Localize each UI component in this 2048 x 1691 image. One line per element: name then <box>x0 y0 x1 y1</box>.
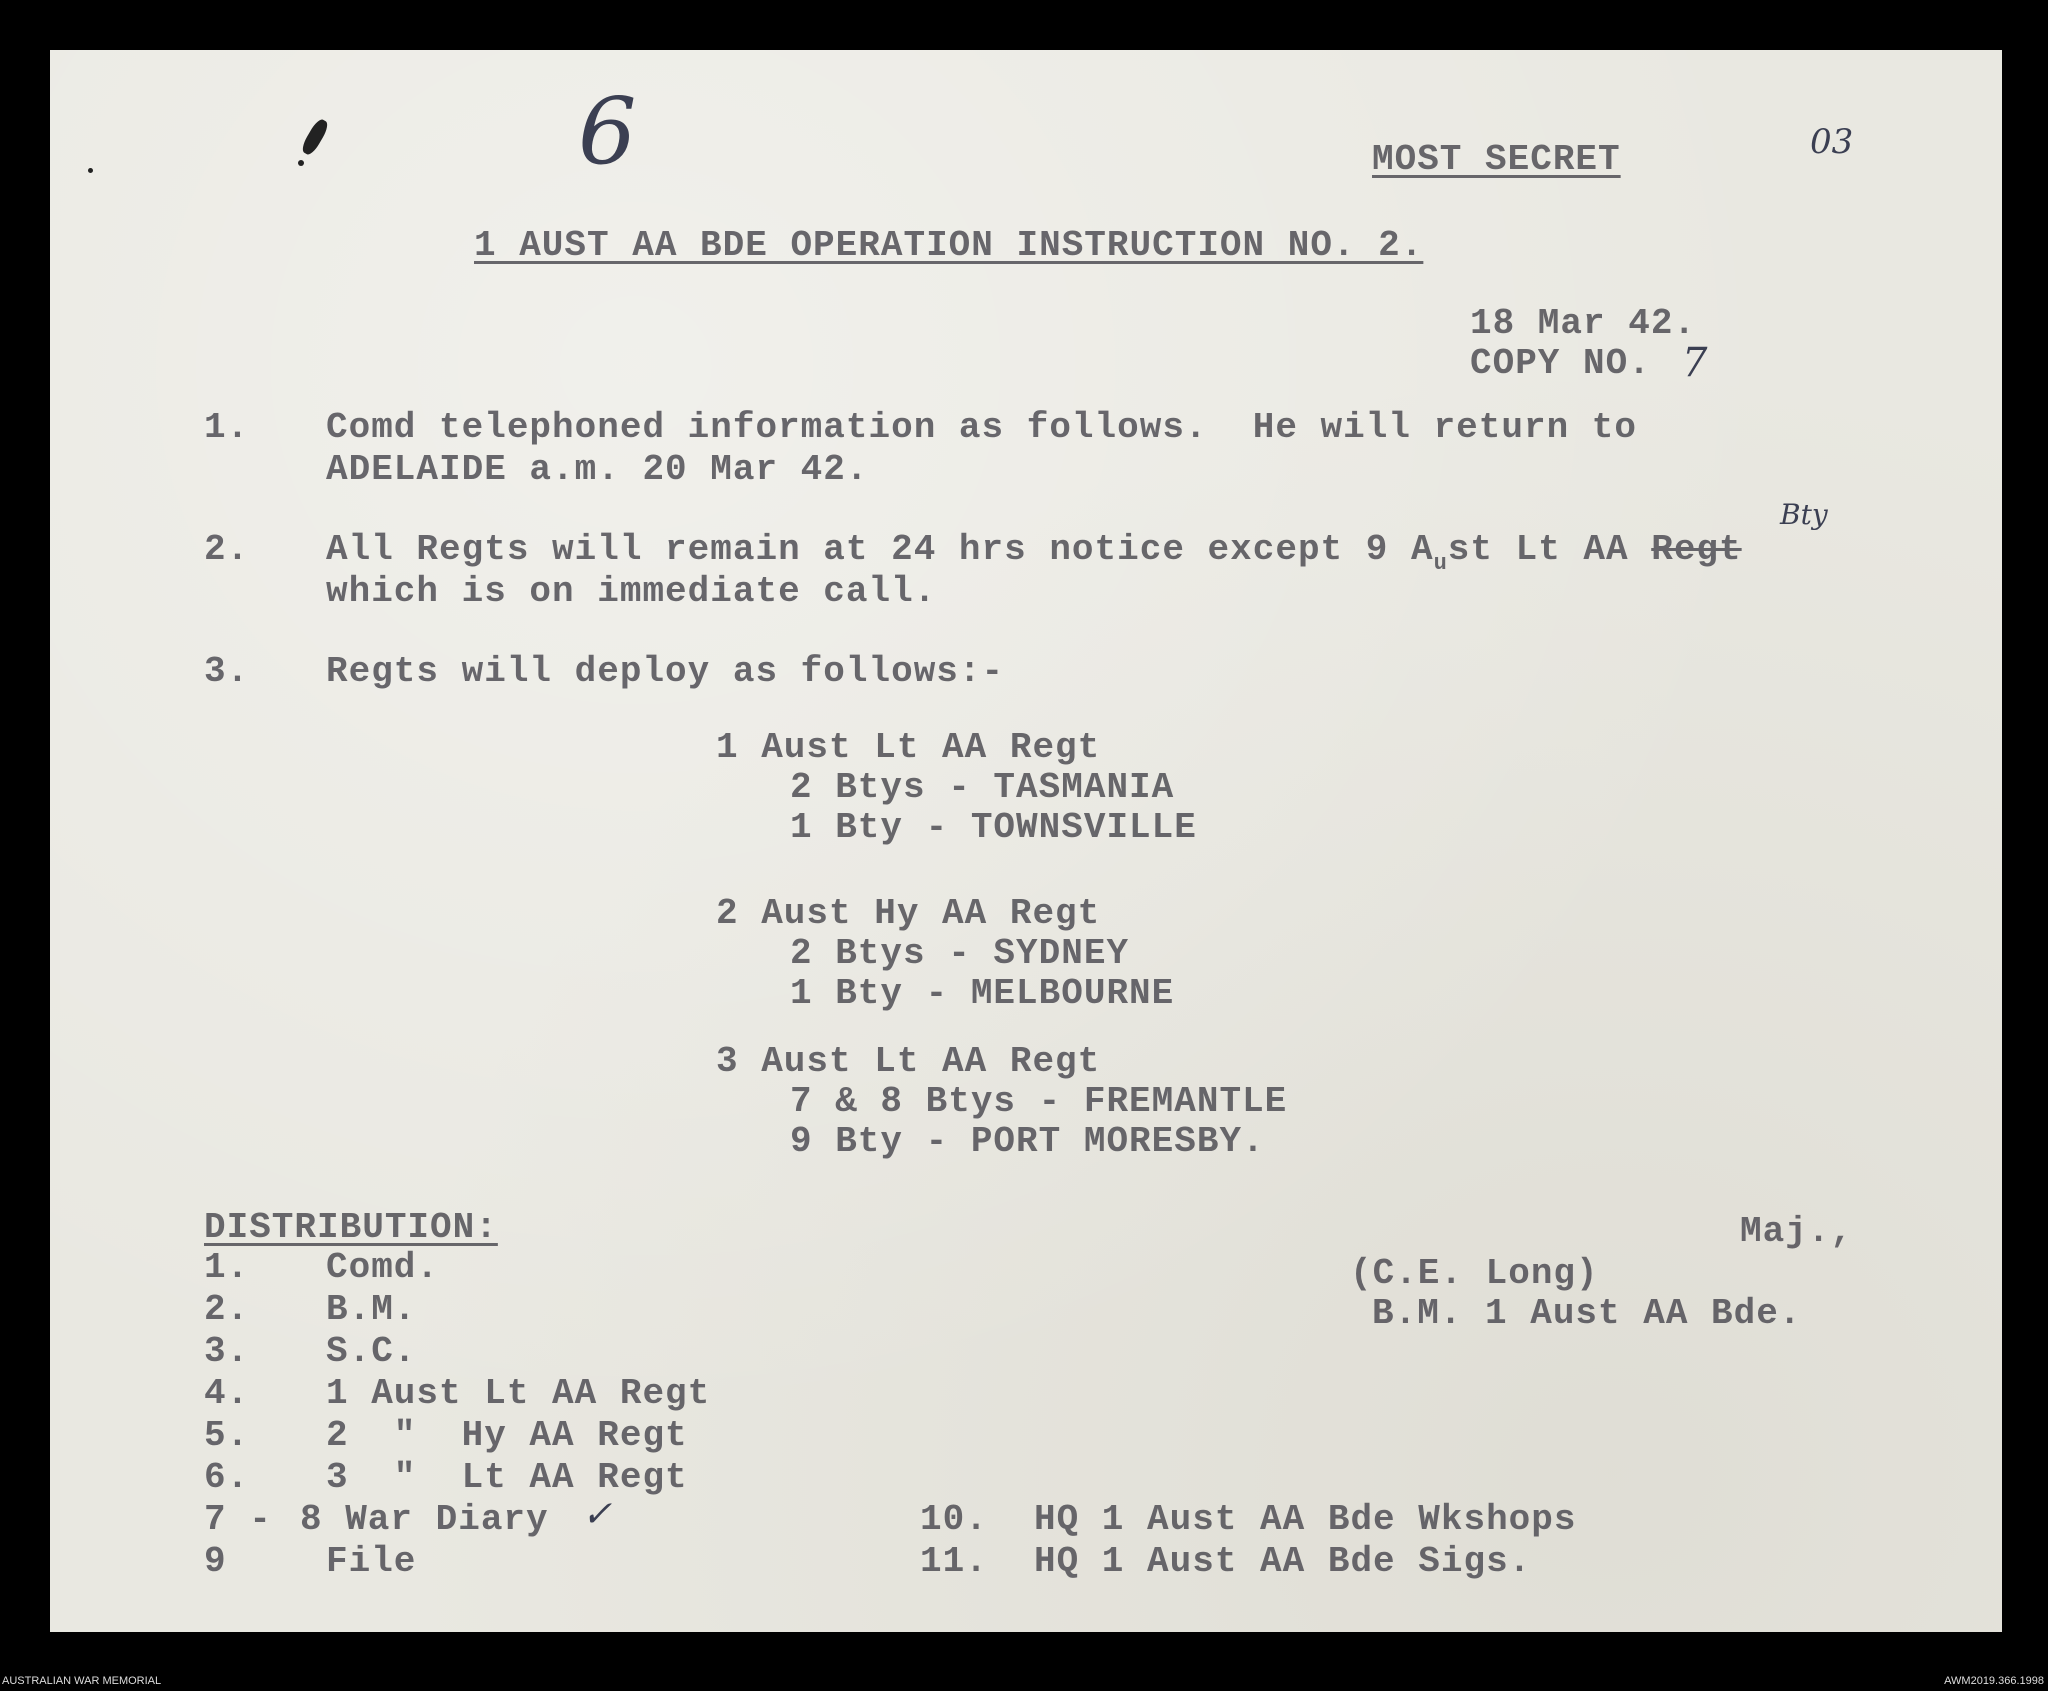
deployment-row: 1 Bty - MELBOURNE <box>790 973 1175 1014</box>
paragraph-text-prefix: All Regts will remain at 24 hrs notice except 9 A <box>326 529 1434 570</box>
distribution-recipient: B.M. <box>326 1289 417 1330</box>
paragraph-number: 1. <box>204 407 250 448</box>
paragraph-text: ADELAIDE a.m. 20 Mar 42. <box>326 449 869 490</box>
deployment-row: 1 Bty - TOWNSVILLE <box>790 807 1197 848</box>
document-page <box>50 50 2002 1632</box>
distribution-recipient: HQ 1 Aust AA Bde Wkshops <box>1034 1499 1577 1540</box>
copy-number-line <box>1470 340 1708 386</box>
handwritten-tick: ✓ <box>582 1494 613 1535</box>
distribution-number: 11. <box>920 1541 988 1582</box>
classification-marking: MOST SECRET <box>1372 139 1621 180</box>
distribution-number: 9 <box>204 1541 227 1582</box>
deployment-row: 2 Btys - SYDNEY <box>790 933 1130 974</box>
ink-blot <box>299 117 330 157</box>
deployment-row: 2 Btys - TASMANIA <box>790 767 1175 808</box>
distribution-recipient: 3 " Lt AA Regt <box>326 1457 688 1498</box>
signature-name: (C.E. Long) <box>1350 1253 1599 1294</box>
footer-reference: AWM2019.366.1998 <box>1944 1675 2044 1687</box>
distribution-number: 10. <box>920 1499 988 1540</box>
paragraph-number: 2. <box>204 529 250 570</box>
signature-appointment: B.M. 1 Aust AA Bde. <box>1372 1293 1802 1334</box>
signature-rank: Maj., <box>1740 1211 1854 1252</box>
distribution-recipient: 2 " Hy AA Regt <box>326 1415 688 1456</box>
deployment-unit: 2 Aust Hy AA Regt <box>716 893 1101 934</box>
handwritten-correction: Bty <box>1780 498 1828 531</box>
paragraph-text: Comd telephoned information as follows. He will return to <box>326 407 1638 448</box>
distribution-number: 1. <box>204 1247 250 1288</box>
footer-institution: AUSTRALIAN WAR MEMORIAL <box>2 1675 162 1687</box>
distribution-recipient: 8 War Diary <box>300 1499 549 1540</box>
distribution-recipient: File <box>326 1541 417 1582</box>
distribution-recipient: HQ 1 Aust AA Bde Sigs. <box>1034 1541 1532 1582</box>
deployment-unit: 3 Aust Lt AA Regt <box>716 1041 1101 1082</box>
deployment-row: 9 Bty - PORT MORESBY. <box>790 1121 1265 1162</box>
paragraph-text-suffix: st Lt AA <box>1447 529 1652 570</box>
deployment-unit: 1 Aust Lt AA Regt <box>716 727 1101 768</box>
copy-label: COPY NO. <box>1470 343 1651 384</box>
paragraph-text <box>326 529 1742 576</box>
distribution-recipient: 1 Aust Lt AA Regt <box>326 1373 711 1414</box>
document-date: 18 Mar 42. <box>1470 303 1697 344</box>
paragraph-number: 3. <box>204 651 250 692</box>
paragraph-text: which is on immediate call. <box>326 571 937 612</box>
handwritten-folio-number: 03 <box>1810 122 1854 162</box>
ink-dot <box>88 168 93 173</box>
distribution-number: 3. <box>204 1331 250 1372</box>
distribution-recipient: Comd. <box>326 1247 440 1288</box>
distribution-recipient: S.C. <box>326 1331 417 1372</box>
distribution-number: 6. <box>204 1457 250 1498</box>
distribution-number: 7 - <box>204 1499 272 1540</box>
paragraph-text: Regts will deploy as follows:- <box>326 651 1005 692</box>
struck-word: Regt <box>1651 529 1742 570</box>
distribution-number: 4. <box>204 1373 250 1414</box>
distribution-heading: DISTRIBUTION: <box>204 1207 498 1248</box>
distribution-number: 2. <box>204 1289 250 1330</box>
handwritten-copy-number: 7 <box>1682 340 1708 386</box>
ink-dot <box>298 160 304 166</box>
distribution-number: 5. <box>204 1415 250 1456</box>
deployment-row: 7 & 8 Btys - FREMANTLE <box>790 1081 1288 1122</box>
document-title: 1 AUST AA BDE OPERATION INSTRUCTION NO. 2. <box>474 225 1424 266</box>
handwritten-correction-mark: u <box>1433 551 1448 576</box>
handwritten-page-number: 6 <box>578 78 637 185</box>
